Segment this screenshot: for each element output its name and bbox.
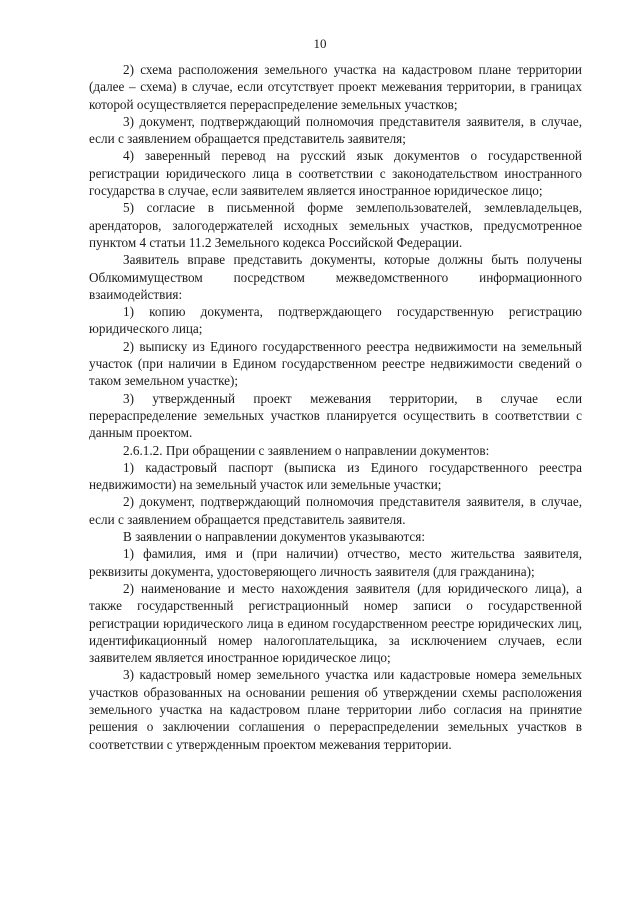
list-item-registry-extract: 2) выписку из Единого государственного реестра недвижимости на земельный участок (при наличии в Едином государственном реестре недвижимости сведений о таком земельном участке);	[89, 338, 582, 389]
list-item-authority-document: 2) документ, подтверждающий полномочия представителя заявителя, в случае, если с заявлением обращается представитель заявителя.	[89, 494, 582, 527]
list-item-scheme: 2) схема расположения земельного участка на кадастровом плане территории (далее – схема) в случае, если отсутствует проект межевания территории, в границах которой осуществляется перераспределение земельных участков;	[89, 62, 582, 112]
list-item-applicant-name: 1) фамилия, имя и (при наличии) отчество, место жительства заявителя, реквизиты документа, удостоверяющего личность заявителя (для гражданина);	[89, 546, 582, 579]
document-body	[89, 61, 582, 753]
paragraph-application-contents: В заявлении о направлении документов указываются:	[123, 529, 425, 545]
list-item-cadastral-passport: 1) кадастровый паспорт (выписка из Единого государственного реестра недвижимости) на земельный участок или земельные участки;	[89, 459, 582, 493]
list-item-survey-project: 3) утвержденный проект межевания территории, в случае если перераспределение земельных участков планируется осуществить в соответствии с данным проектом.	[89, 390, 582, 441]
list-item-certified-translation: 4) заверенный перевод на русский язык документов о государственной регистрации юридического лица в соответствии с законодательством иностранного государства в случае, если заявителем является иностранное юридическое лицо;	[89, 148, 582, 199]
page-number: 10	[313, 36, 327, 51]
paragraph-optional-documents: Заявитель вправе представить документы, которые должны быть получены Облкомимуществом посредством межведомственного информационного взаимодействия:	[89, 252, 582, 302]
list-item-legal-entity-details: 2) наименование и место нахождения заявителя (для юридического лица), а также государственный регистрационный номер записи о государственной регистрации юридического лица в едином государственном реестре юридических лиц, идентификационный номер налогоплательщика, за исключением случаев, если заявителем является иностранное юридическое лицо;	[89, 580, 582, 666]
list-item-cadastral-numbers: 3) кадастровый номер земельного участка или кадастровые номера земельных участков образованных на основании решения об утверждении схемы расположения земельного участка на кадастровом плане территории либо согласия на принятие решения о заключении соглашения о перераспределении земельных участков в соответствии с утвержденным проектом межевания территории.	[89, 667, 582, 752]
section-heading-2-6-1-2: 2.6.1.2. При обращении с заявлением о направлении документов:	[123, 442, 490, 458]
list-item-representative-authority: 3) документ, подтверждающий полномочия представителя заявителя, в случае, если с заявлением обращается представитель заявителя;	[89, 113, 582, 147]
list-item-registration-copy: 1) копию документа, подтверждающего государственную регистрацию юридического лица;	[89, 304, 582, 337]
list-item-written-consent: 5) согласие в письменной форме землепользователей, землевладельцев, арендаторов, залогодержателей исходных земельных участков, предусмотренное пунктом 4 статьи 11.2 Земельного кодекса Российской Федерации.	[89, 200, 582, 250]
